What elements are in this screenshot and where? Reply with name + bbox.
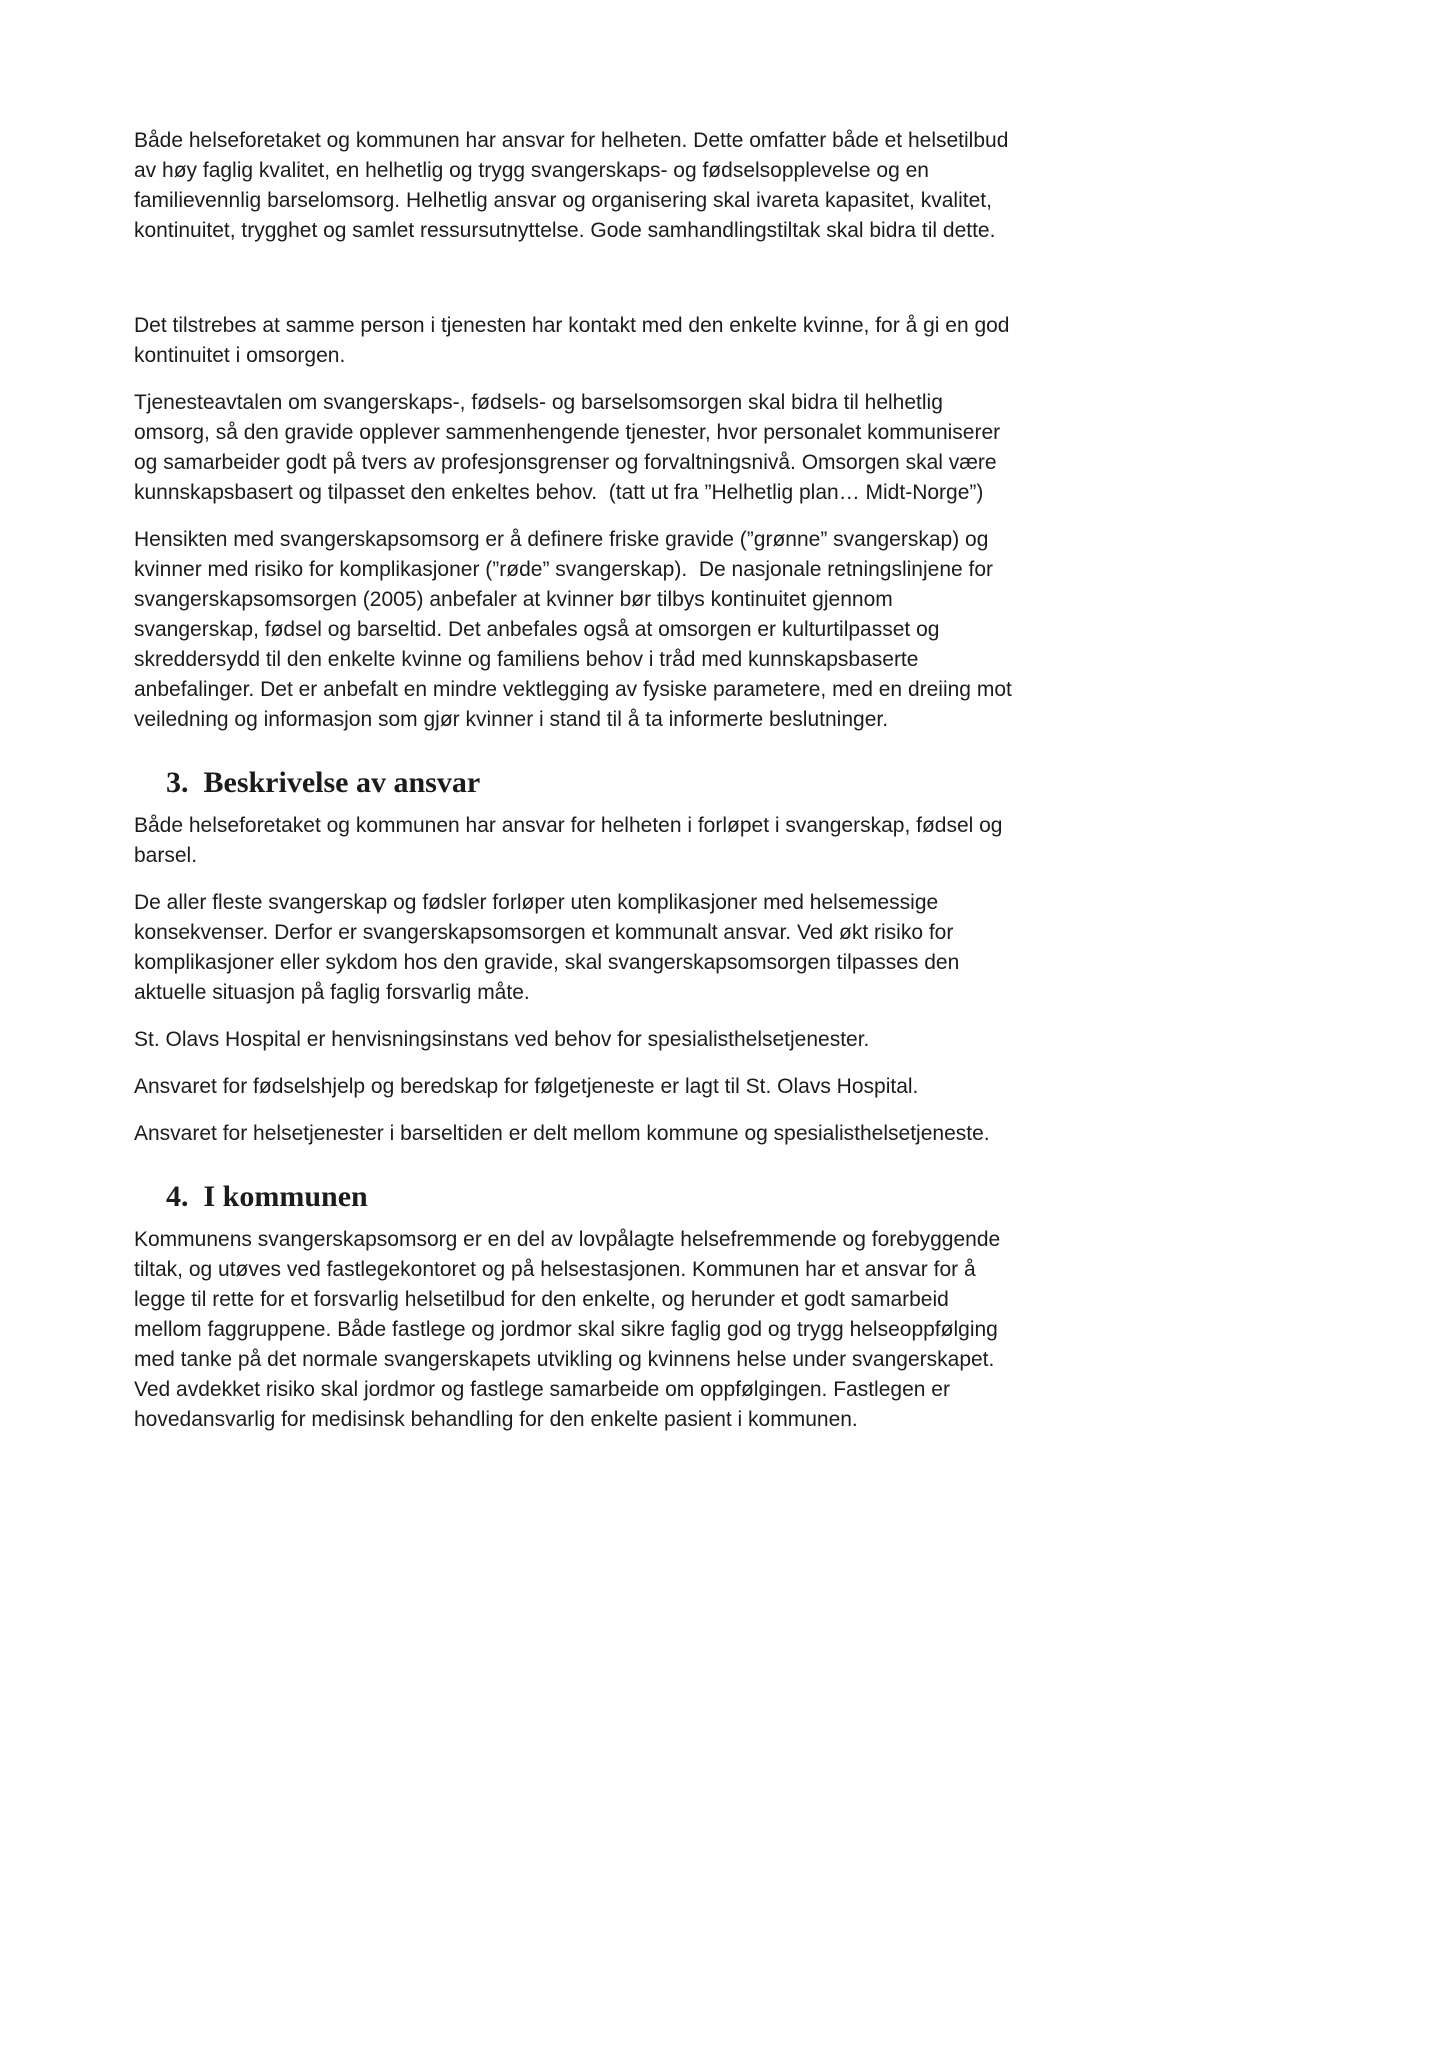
paragraph-helhetlig-ansvar: Både helseforetaket og kommunen har ansvar for helheten. Dette omfatter både et helsetilbud av høy faglig kvalitet, en helhetlig og trygg svangerskaps- og fødselsopplevelse og en familievennlig barselomsorg. Helhetlig ansvar og organisering skal ivareta kapasitet, kvalitet, kontinuitet, trygghet og samlet ressursutnyttelse. Gode samhandlingstiltak skal bidra til dette.	[134, 129, 1015, 242]
heading-title: Beskrivelse av ansvar	[203, 766, 481, 799]
paragraph-st-olavs-henvisning: St. Olavs Hospital er henvisningsinstans ved behov for spesialisthelsetjenester.	[134, 1028, 870, 1051]
paragraph-de-aller-fleste: De aller fleste svangerskap og fødsler forløper uten komplikasjoner med helsemessige konsekvenser. Derfor er svangerskapsomsorgen et kommunalt ansvar. Ved økt risiko for komplikasjoner eller sykdom hos den gravide, skal svangerskapsomsorgen tilpasses den aktuelle situasjon på faglig forsvarlig måte.	[134, 891, 966, 1004]
paragraph-kommunens-svangerskapsomsorg: Kommunens svangerskapsomsorg er en del av lovpålagte helsefremmende og forebyggende tiltak, og utøves ved fastlegekontoret og på helsestasjonen. Kommunen har et ansvar for å legge til rette for et forsvarlig helsetilbud for den enkelte, og herunder et godt samarbeid mellom faggruppene. Både fastlege og jordmor skal sikre faglig god og trygg helseoppfølging med tanke på det normale svangerskapets utvikling og kvinnens helse under svangerskapet. Ved avdekket risiko skal jordmor og fastlege samarbeide om oppfølgingen. Fastlegen er hovedansvarlig for medisinsk behandling for den enkelte pasient i kommunen.	[134, 1228, 1007, 1431]
paragraph-tjenesteavtalen: Tjenesteavtalen om svangerskaps-, fødsels- og barselsomsorgen skal bidra til helhetlig omsorg, så den gravide opplever sammenhengende tjenester, hvor personalet kommuniserer og samarbeider godt på tvers av profesjonsgrenser og forvaltningsnivå. Omsorgen skal være kunnskapsbasert og tilpasset den enkeltes behov. (tatt ut fra ”Helhetlig plan… Midt-Norge”)	[134, 391, 1006, 504]
paragraph-barseltiden: Ansvaret for helsetjenester i barseltiden er delt mellom kommune og spesialisthelsetjeneste.	[134, 1122, 990, 1145]
paragraph-ansvar-forlopet: Både helseforetaket og kommunen har ansvar for helheten i forløpet i svangerskap, fødsel og barsel.	[134, 814, 1009, 867]
paragraph-hensikten: Hensikten med svangerskapsomsorg er å definere friske gravide (”grønne” svangerskap) og kvinner med risiko for komplikasjoner (”røde” svangerskap). De nasjonale retningslinjene for svangerskapsomsorgen (2005) anbefaler at kvinner bør tilbys kontinuitet gjennom svangerskap, fødsel og barseltid. Det anbefales også at omsorgen er kulturtilpasset og skreddersydd til den enkelte kvinne og familiens behov i tråd med kunnskapsbaserte anbefalinger. Det er anbefalt en mindre vektlegging av fysiske parametere, med en dreiing mot veiledning og informasjon som gjør kvinner i stand til å ta informerte beslutninger.	[134, 528, 1018, 731]
heading-title: I kommunen	[203, 1180, 368, 1213]
heading-number: 3.	[166, 766, 189, 799]
paragraph-fodselshjelp: Ansvaret for fødselshjelp og beredskap for følgetjeneste er lagt til St. Olavs Hospital.	[134, 1075, 919, 1098]
heading-number: 4.	[166, 1180, 189, 1213]
document-content	[134, 0, 1022, 1452]
paragraph-kontinuitet: Det tilstrebes at samme person i tjenesten har kontakt med den enkelte kvinne, for å gi en god kontinuitet i omsorgen.	[134, 314, 1016, 367]
section-heading-beskrivelse-av-ansvar	[134, 765, 1022, 801]
empty-paragraph-gap	[134, 263, 1022, 311]
section-heading-i-kommunen	[134, 1179, 1022, 1215]
